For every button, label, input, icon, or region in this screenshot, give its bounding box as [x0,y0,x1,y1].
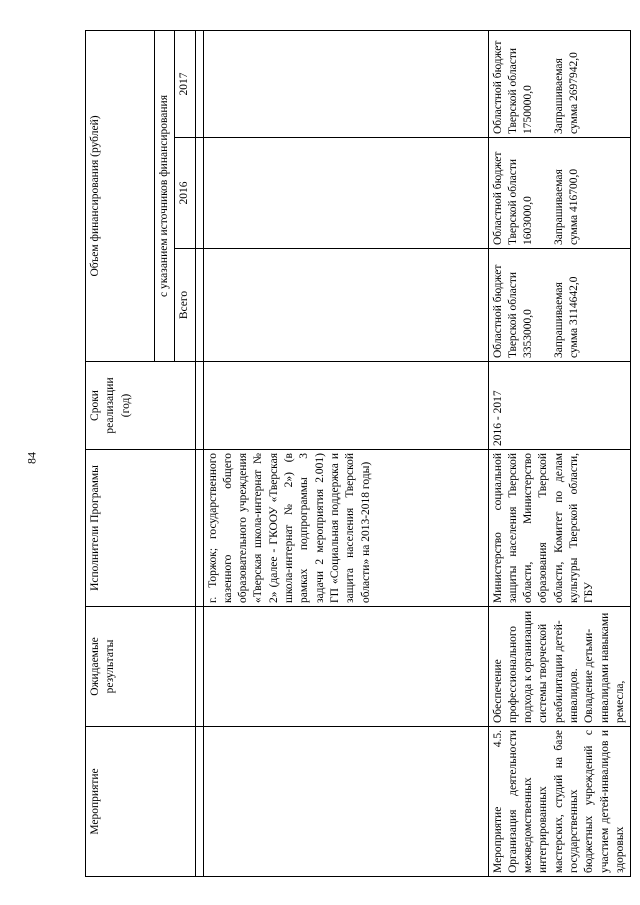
spacer-cell [195,727,203,877]
header-terms: Сроки реализации (год) [86,362,196,450]
row2-total: Областной бюджет Тверской области 3353000,0 Запрашиваемая сумма 3114642,0 [488,249,631,362]
header-funding: Объем финансирования (рублей) [86,30,155,361]
spacer-cell [195,138,203,249]
rotated-table-container [85,31,626,877]
row1-event [203,727,488,877]
row1-results [203,607,488,727]
row2-2017: Областной бюджет Тверской области 1750000,0 Запрашиваемая сумма 2697942,0 [488,30,631,137]
row1-terms [203,362,488,450]
spacer-cell [195,607,203,727]
page-number: 84 [24,452,39,464]
spacer-cell [195,362,203,450]
row1-total [203,249,488,362]
row2-event: Мероприятие 4.5. Организация деятельности межведомственных интегрированных мастерских, студий на базе государственных бюджетных учреждений с участием детей-инвалидов и здоровых [488,727,631,877]
row1-2017 [203,30,488,137]
row2-results: Обеспечение профессионального подхода к организации системы творческой реабилитации детей-инвалидов. Овладение детьми-инвалидами навыками ремесла, [488,607,631,727]
program-table [85,30,631,877]
spacer-cell [195,249,203,362]
header-funding-sources: с указанием источников финансирования [155,30,175,361]
header-event: Мероприятие [86,727,196,877]
header-results: Ожидаемые результаты [86,607,196,727]
row2-executors: Министерство социальной защиты населения Тверской области, Министерство образования Тверской области, Комитет по делам культуры Тверской области, ГБУ [488,450,631,607]
row2-2016: Областной бюджет Тверской области 1603000,0 Запрашиваемая сумма 416700,0 [488,138,631,249]
spacer-cell [195,30,203,137]
row1-executors: г. Торжок; государственного казенного общего образовательного учреждения «Тверская школа-интернат № 2» (далее - ГКООУ «Тверская школа-интернат № 2») (в рамках подпрограммы 3 задачи 2 мероприятия 2.001) ГП «Социальная поддержка и защита населения Тверской области» на 2013-2018 годы) [203,450,488,607]
row1-2016 [203,138,488,249]
header-executors: Исполнители Программы [86,450,196,607]
header-2016: 2016 [175,138,195,249]
header-total: Всего [175,249,195,362]
spacer-cell [195,450,203,607]
row2-terms: 2016 - 2017 [488,362,631,450]
header-2017: 2017 [175,30,195,137]
